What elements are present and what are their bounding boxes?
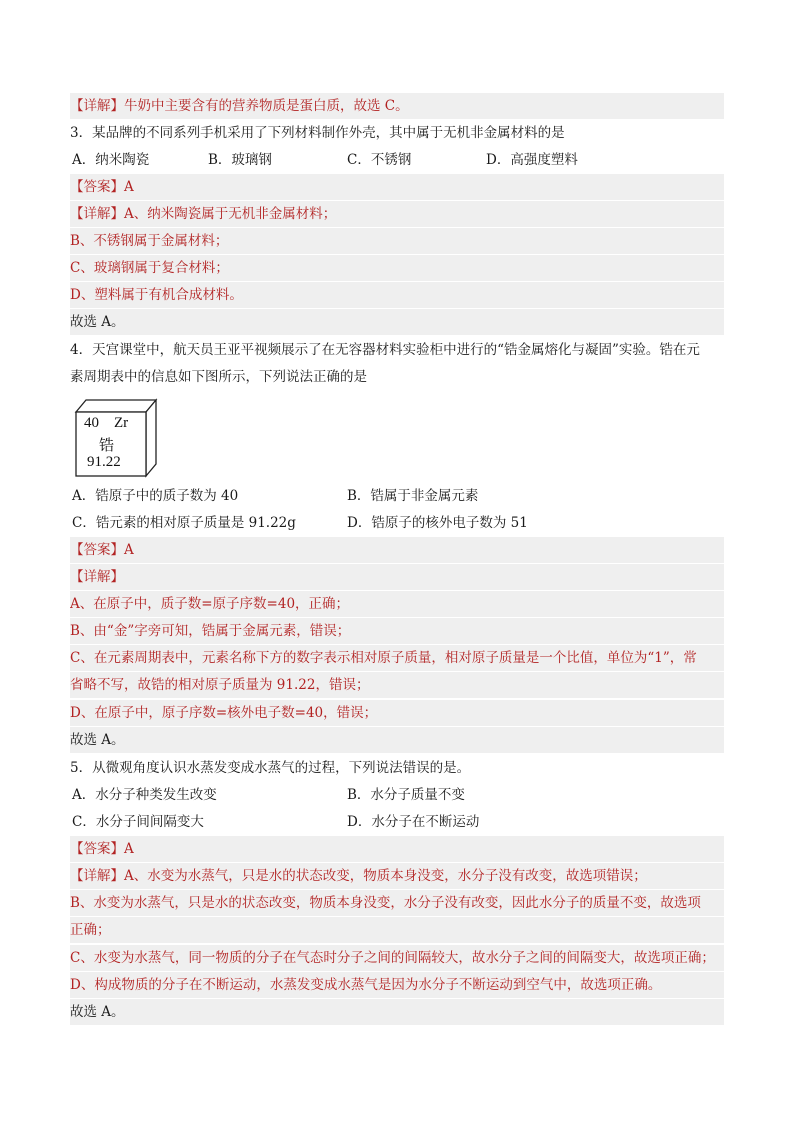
question-5-text: 5．从微观角度认识水蒸发变成水蒸气的过程，下列说法错误的是。 bbox=[70, 760, 471, 776]
detail-text: A、纳米陶瓷属于无机非金属材料； bbox=[124, 206, 337, 222]
atomic-mass: 91.22 bbox=[87, 454, 121, 470]
q4-option-d: D．锆原子的核外电子数为 51 bbox=[347, 515, 528, 531]
element-name: 锆 bbox=[99, 438, 115, 454]
q5-answer bbox=[70, 836, 724, 862]
q4-option-a: A．锆原子中的质子数为 40 bbox=[72, 488, 239, 504]
question-4-line-1: 4．天宫课堂中，航天员王亚平视频展示了在无容器材料实验柜中进行的“锆金属熔化与凝固”实验。锆在元 bbox=[70, 342, 700, 358]
q3-option-b: B．玻璃钢 bbox=[208, 152, 272, 168]
q3-detail-1 bbox=[70, 201, 724, 227]
q5-detail-4: D、构成物质的分子在不断运动，水蒸发变成水蒸气是因为水分子不断运动到空气中，故选项正确。 bbox=[70, 972, 724, 998]
atomic-number: 40 bbox=[84, 415, 99, 431]
answer-value: A bbox=[124, 179, 134, 195]
detail-tag: 【详解】 bbox=[70, 98, 124, 114]
q4-detail-2: B、由“金”字旁可知，锆属于金属元素，错误； bbox=[70, 618, 724, 644]
q5-option-a: A．水分子种类发生改变 bbox=[72, 787, 217, 803]
q5-detail-2b: 正确； bbox=[70, 917, 724, 943]
q4-detail-4: D、在原子中，原子序数=核外电子数=40，错误； bbox=[70, 700, 724, 726]
detail-text: 牛奶中主要含有的营养物质是蛋白质，故选 C。 bbox=[124, 98, 409, 114]
q4-option-c: C．锆元素的相对原子质量是 91.22g bbox=[72, 515, 296, 531]
answer-value: A bbox=[124, 542, 134, 558]
answer-value: A bbox=[124, 841, 134, 857]
detail-line bbox=[70, 93, 724, 119]
q4-detail-tag: 【详解】 bbox=[70, 564, 724, 590]
element-symbol: Zr bbox=[114, 415, 129, 431]
q4-option-b: B．锆属于非金属元素 bbox=[347, 488, 479, 504]
q3-answer bbox=[70, 174, 724, 200]
q4-detail-1: A、在原子中，质子数=原子序数=40，正确； bbox=[70, 591, 724, 617]
detail-text: A、水变为水蒸气，只是水的状态改变，物质本身没变，水分子没有改变，故选项错误； bbox=[124, 868, 647, 884]
q5-option-c: C．水分子间间隔变大 bbox=[72, 814, 204, 830]
q4-conclusion: 故选 A。 bbox=[70, 727, 724, 753]
q5-option-d: D．水分子在不断运动 bbox=[347, 814, 480, 830]
q4-detail-3a: C、在元素周期表中，元素名称下方的数字表示相对原子质量，相对原子质量是一个比值，单位为“1”，常 bbox=[70, 645, 724, 671]
q3-detail-4: D、塑料属于有机合成材料。 bbox=[70, 282, 724, 308]
q5-detail-2a: B、水变为水蒸气，只是水的状态改变，物质本身没变，水分子没有改变，因此水分子的质量不变，故选项 bbox=[70, 890, 724, 916]
q4-answer bbox=[70, 537, 724, 563]
q3-detail-2: B、不锈钢属于金属材料； bbox=[70, 228, 724, 254]
q5-detail-1 bbox=[70, 863, 724, 889]
q4-detail-3b: 省略不写，故锆的相对原子质量为 91.22，错误； bbox=[70, 672, 724, 698]
q3-conclusion: 故选 A。 bbox=[70, 309, 724, 335]
q5-option-b: B．水分子质量不变 bbox=[347, 787, 465, 803]
detail-tag: 【详解】 bbox=[70, 206, 124, 222]
question-3-text: 3．某品牌的不同系列手机采用了下列材料制作外壳，其中属于无机非金属材料的是 bbox=[70, 125, 565, 141]
element-zr-box bbox=[72, 398, 158, 478]
q5-conclusion: 故选 A。 bbox=[70, 999, 724, 1025]
q3-option-a: A．纳米陶瓷 bbox=[72, 152, 150, 168]
answer-tag: 【答案】 bbox=[70, 841, 124, 857]
detail-tag: 【详解】 bbox=[70, 868, 124, 884]
q5-detail-3: C、水变为水蒸气，同一物质的分子在气态时分子之间的间隔较大，故水分子之间的间隔变大，故选项正确； bbox=[70, 945, 724, 971]
question-4-line-2: 素周期表中的信息如下图所示，下列说法正确的是 bbox=[70, 369, 367, 385]
q3-option-d: D．高强度塑料 bbox=[486, 152, 578, 168]
q3-option-c: C．不锈钢 bbox=[347, 152, 412, 168]
answer-tag: 【答案】 bbox=[70, 179, 124, 195]
answer-tag: 【答案】 bbox=[70, 542, 124, 558]
q3-detail-3: C、玻璃钢属于复合材料； bbox=[70, 255, 724, 281]
